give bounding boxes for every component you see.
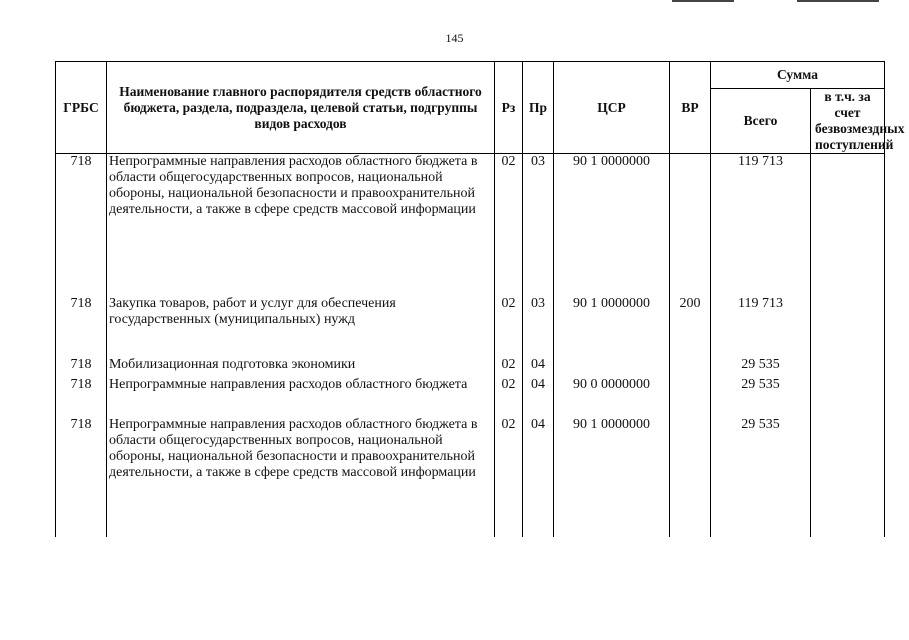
cell-gratis (811, 417, 885, 537)
cell-pr: 04 (523, 377, 554, 417)
cell-vr (670, 377, 711, 417)
cell-total: 119 713 (711, 154, 811, 296)
cell-rz: 02 (495, 154, 523, 296)
table-row (56, 154, 885, 296)
header-total: Всего (711, 89, 811, 154)
cell-grbs: 718 (56, 296, 107, 357)
cell-rz: 02 (495, 417, 523, 537)
cell-rz: 02 (495, 377, 523, 417)
header-name: Наименование главного распорядителя средств областного бюджета, раздела, подраздела, целевой статьи, подгруппы видов расходов (107, 62, 495, 154)
cell-vr (670, 417, 711, 537)
cell-vr (670, 357, 711, 377)
page-number: 145 (445, 31, 464, 45)
cell-csr (554, 357, 670, 377)
top-edge-mark (672, 0, 734, 2)
header-gratis: в т.ч. за счет безвозмездных поступлений (811, 89, 885, 154)
cell-grbs: 718 (56, 357, 107, 377)
cell-rz: 02 (495, 296, 523, 357)
header-sum: Сумма (711, 62, 885, 89)
cell-rz: 02 (495, 357, 523, 377)
header-vr: ВР (670, 62, 711, 154)
cell-name: Непрограммные направления расходов областного бюджета в области общегосударственных вопросов, национальной обороны, национальной безопасности и правоохранительной деятельности, а также в сфере средств массовой информации (107, 154, 495, 296)
cell-grbs: 718 (56, 417, 107, 537)
cell-vr: 200 (670, 296, 711, 357)
table-body (56, 154, 885, 537)
cell-gratis (811, 154, 885, 296)
cell-grbs: 718 (56, 377, 107, 417)
cell-gratis (811, 377, 885, 417)
table-row (56, 377, 885, 417)
cell-csr: 90 0 0000000 (554, 377, 670, 417)
cell-grbs: 718 (56, 154, 107, 296)
cell-pr: 04 (523, 357, 554, 377)
cell-total: 29 535 (711, 377, 811, 417)
table-row (56, 417, 885, 537)
cell-gratis (811, 357, 885, 377)
table-row (56, 357, 885, 377)
header-grbs: ГРБС (56, 62, 107, 154)
cell-name: Мобилизационная подготовка экономики (107, 357, 495, 377)
header-csr: ЦСР (554, 62, 670, 154)
cell-gratis (811, 296, 885, 357)
cell-name: Закупка товаров, работ и услуг для обеспечения государственных (муниципальных) нужд (107, 296, 495, 357)
cell-name: Непрограммные направления расходов областного бюджета в области общегосударственных вопросов, национальной обороны, национальной безопасности и правоохранительной деятельности, а также в сфере средств массовой информации (107, 417, 495, 537)
header-pr: Пр (523, 62, 554, 154)
top-edge-mark (797, 0, 879, 2)
cell-name: Непрограммные направления расходов областного бюджета (107, 377, 495, 417)
cell-total: 119 713 (711, 296, 811, 357)
cell-pr: 04 (523, 417, 554, 537)
cell-csr: 90 1 0000000 (554, 417, 670, 537)
header-rz: Рз (495, 62, 523, 154)
table-row (56, 296, 885, 357)
budget-table (55, 61, 905, 537)
cell-pr: 03 (523, 154, 554, 296)
cell-pr: 03 (523, 296, 554, 357)
cell-total: 29 535 (711, 357, 811, 377)
cell-vr (670, 154, 711, 296)
table-header (56, 62, 905, 154)
cell-csr: 90 1 0000000 (554, 296, 670, 357)
cell-total: 29 535 (711, 417, 811, 537)
cell-csr: 90 1 0000000 (554, 154, 670, 296)
